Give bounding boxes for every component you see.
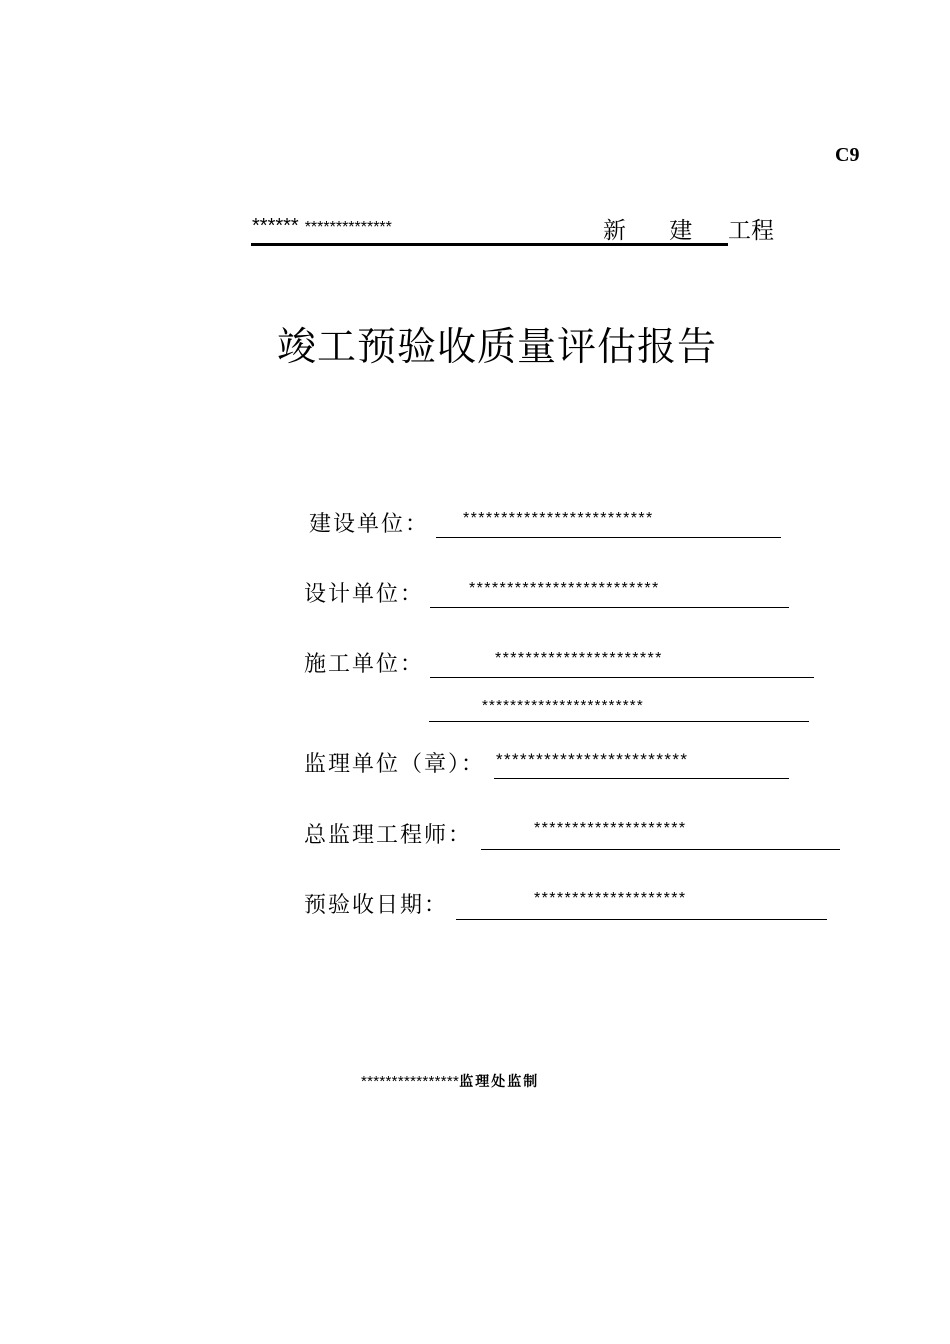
acceptance-date-value: ********************: [534, 890, 687, 907]
project-name-part2: **************: [304, 219, 392, 236]
contractor-unit-value: **********************: [495, 650, 663, 667]
chief-engineer-label: 总监理工程师：: [304, 823, 473, 848]
supervision-unit-value: ************************: [496, 750, 689, 769]
acceptance-date-underline: [456, 919, 827, 920]
footer-issuer: [361, 1071, 539, 1091]
contractor-unit-value-2: ***********************: [482, 697, 644, 714]
footer-text: 监理处监制: [459, 1074, 540, 1090]
design-unit-label: 设计单位：: [304, 582, 425, 607]
contractor-unit-underline: [430, 677, 814, 678]
acceptance-date-label: 预验收日期：: [304, 893, 449, 918]
construction-unit-value: *************************: [463, 510, 654, 527]
document-code: C9: [835, 144, 860, 166]
project-suffix: 工程: [728, 218, 774, 244]
design-unit-underline: [430, 607, 789, 608]
construction-unit-underline: [436, 537, 781, 538]
footer-org: ****************: [361, 1073, 460, 1090]
design-unit-value: *************************: [469, 580, 660, 597]
project-name-part1: ******: [252, 215, 299, 237]
report-title: 竣工预验收质量评估报告: [277, 325, 718, 370]
project-underline: [251, 243, 728, 246]
contractor-unit-underline-2: [429, 721, 809, 722]
chief-engineer-value: ********************: [534, 820, 687, 837]
supervision-unit-label: 监理单位（章）：: [304, 752, 486, 777]
project-type: 新 建: [603, 218, 711, 244]
project-name: [252, 215, 392, 238]
supervision-unit-underline: [494, 778, 789, 779]
contractor-unit-label: 施工单位：: [304, 652, 425, 677]
construction-unit-label: 建设单位：: [309, 512, 430, 537]
chief-engineer-underline: [481, 849, 840, 850]
